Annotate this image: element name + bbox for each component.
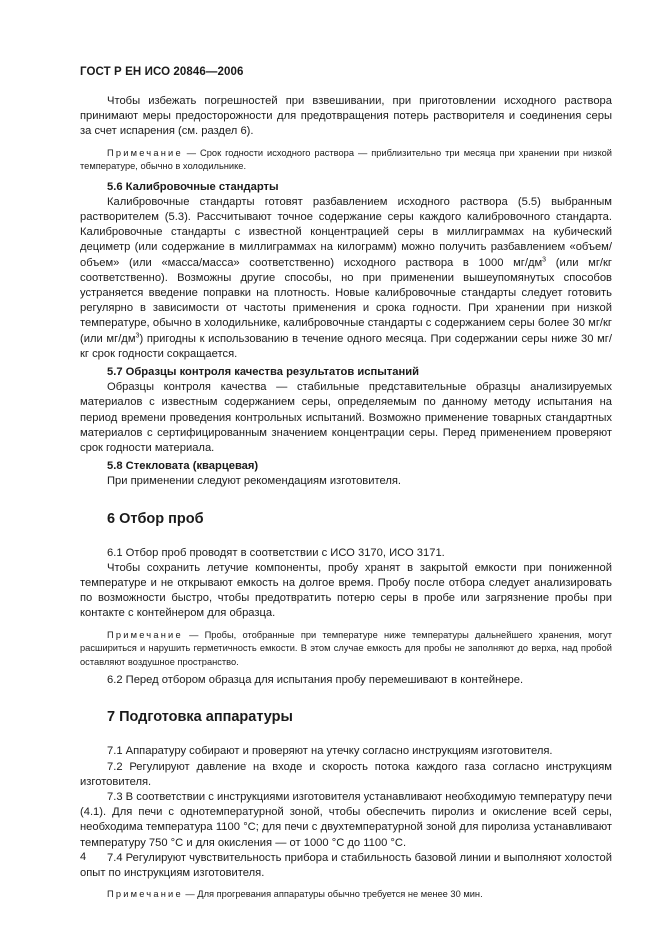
note-label: Примечание (107, 889, 183, 900)
section-5-6-text-part-2: (или мг/кг соответственно). Возможны другие способы, но при применении вышеупомянутых способов устраняется введение поправки на плотность. Новые калибровочные стандарты следует готовить регулярно в зависимости от частоты применения и срока годности. При хранении при низкой температуре, обычно в холодильнике, калибровочные стандарты с содержанием серы более 30 мг/кг (или мг/дм (80, 256, 612, 345)
page-number: 4 (80, 851, 87, 863)
section-5-6-text-part-1: Калибровочные стандарты готовят разбавлением исходного раствора (5.5) выбранным растворителем (5.3). Рассчитывают точное содержание серы каждого калибровочного стандарта. Калибровочные стандарты с известной концентрацией серы в миллиграммах на кубический дециметр (или содержание в миллиграммах на килограмм) можно получить разбавлением «объем/объем» (или «масса/масса» соответственно) исходного раствора в 1000 мг/дм (80, 195, 612, 269)
section-5-7-text: Образцы контроля качества — стабильные представительные образцы анализируемых материалов с известным содержанием серы, определяемым по данному методу испытания на период времени проведения контрольных испытаний. Возможно применение товарных стандартных материалов с сертифицированным значением концентрации серы. Перед применением проверяют срок годности материала. (80, 381, 612, 455)
section-7-title: 7 Подготовка аппаратуры (107, 709, 293, 726)
intro-note (80, 147, 612, 174)
section-5-8-title: 5.8 Стекловата (кварцевая) (107, 460, 259, 473)
note-text: — Для прогревания аппаратуры обычно требуется не менее 30 мин. (185, 889, 483, 900)
clause-7-3: 7.3 В соответствии с инструкциями изготовителя устанавливают необходимую температуру печи (4.1). Для печи с однотемпературной зоной, чтобы обеспечить пиролиз и окисление всей серы, необходима температура 1100 °С; для печи с двухтемпературной зоной для пиролиза устанавливают температуру 750 °С и для окисления — от 1000 °С до 1100 °С. (80, 791, 612, 849)
document-header: ГОСТ Р ЕН ИСО 20846—2006 (80, 66, 244, 78)
document-body (80, 94, 612, 906)
note-label: Примечание (107, 147, 183, 158)
note-text: — Пробы, отобранные при температуре ниже температуры дальнейшего хранения, могут расшириться и нарушить герметичность емкости. В этом случае емкость для пробы не заполняют до верха, над пробой оставляют воздушное пространство. (80, 629, 612, 667)
superscript-3: 3 (542, 255, 547, 263)
section-5-8-text: При применении следуют рекомендациям изготовителя. (107, 475, 402, 488)
clause-6-2: 6.2 Перед отбором образца для испытания пробу перемешивают в контейнере. (107, 674, 524, 687)
section-5-7-title: 5.7 Образцы контроля качества результатов испытаний (107, 366, 419, 379)
note-label: Примечание (107, 629, 183, 640)
section-5-6-text-part-3: ) пригодны к использованию в течение одного месяца. При содержании серы ниже 30 мг/кг срок годности сокращается. (80, 332, 612, 360)
superscript-3: 3 (135, 331, 140, 339)
clause-7-1: 7.1 Аппаратуру собирают и проверяют на утечку согласно инструкциям изготовителя. (107, 745, 553, 758)
note-text: — Срок годности исходного раствора — приблизительно три месяца при хранении при низкой температуре, обычно в холодильнике. (80, 147, 612, 172)
clause-7-2: 7.2 Регулируют давление на входе и скорость потока каждого газа согласно инструкциям изготовителя. (80, 760, 612, 788)
intro-paragraph: Чтобы избежать погрешностей при взвешивании, при приготовлении исходного раствора принимают меры предосторожности для предотвращения потерь растворителя и соединения серы за счет испарения (см. раздел 6). (80, 95, 612, 138)
section-5-6-text (80, 195, 612, 362)
section-7-note (80, 888, 612, 902)
section-6-note (80, 629, 612, 670)
clause-7-4: 7.4 Регулируют чувствительность прибора и стабильность базовой линии и выполняют холостой опыт по инструкциям изготовителя. (80, 851, 612, 880)
clause-6-1-continued: Чтобы сохранить летучие компоненты, пробу хранят в закрытой емкости при пониженной температуре и не открывают емкость на долгое время. Пробу после отбора следует анализировать по возможности быстро, чтобы предотвратить потерю серы в пробе или загрязнение пробы при контакте с контейнером для образца. (80, 561, 612, 620)
section-5-6-title: 5.6 Калибровочные стандарты (107, 180, 279, 193)
clause-6-1: 6.1 Отбор проб проводят в соответствии с ИСО 3170, ИСО 3171. (107, 546, 445, 559)
section-6-title: 6 Отбор проб (107, 510, 204, 527)
